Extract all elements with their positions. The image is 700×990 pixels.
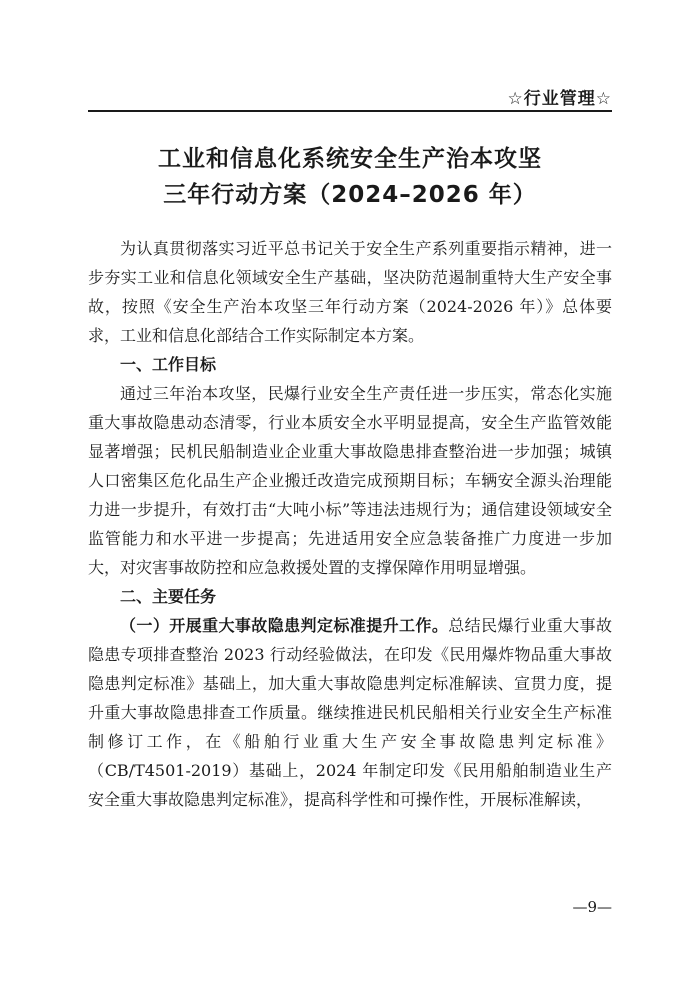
intro-paragraph: 为认真贯彻落实习近平总书记关于安全生产系列重要指示精神，进一步夯实工业和信息化领域安全生产基础，坚决防范遏制重特大生产安全事故，按照《安全生产治本攻坚三年行动方案（2024-2026 年）》总体要求，工业和信息化部结合工作实际制定本方案。	[88, 239, 612, 345]
task1-lead: （一）开展重大事故隐患判定标准提升工作。	[120, 616, 449, 635]
page-number: —9—	[572, 898, 612, 916]
task1-text: 总结民爆行业重大事故隐患专项排查整治 2023 行动经验做法，在印发《民用爆炸物品重大事故隐患判定标准》基础上，加大重大事故隐患判定标准解读、宣贯力度，提升重大事故隐患排查工作质量。继续推进民机民船相关行业安全生产标准制修订工作，在《船舶行业重大生产安全事故隐患判定标准》（CB/T4501-2019）基础上，2024 年制定印发《民用船舶制造业生产安全重大事故隐患判定标准》，提高科学性和可操作性，开展标准解读，	[88, 616, 612, 809]
document-title-line2: 三年行动方案（2024–2026 年）	[163, 182, 537, 208]
section-heading-tasks: 二、主要任务	[120, 587, 217, 606]
document-title-line1: 工业和信息化系统安全生产治本攻坚	[158, 146, 542, 172]
section-tag: ☆行业管理☆	[507, 89, 612, 109]
document-body	[88, 234, 612, 814]
goals-paragraph: 通过三年治本攻坚，民爆行业安全生产责任进一步压实，常态化实施重大事故隐患动态清零，行业本质安全水平明显提高，安全生产监管效能显著增强；民机民船制造业企业重大事故隐患排查整治进一步加强；城镇人口密集区危化品生产企业搬迁改造完成预期目标；车辆安全源头治理能力进一步提升，有效打击“大吨小标”等违法违规行为；通信建设领域安全监管能力和水平进一步提高；先进适用安全应急装备推广力度进一步加大，对灾害事故防控和应急救援处置的支撑保障作用明显增强。	[88, 384, 612, 577]
header-divider	[88, 110, 612, 112]
task1-paragraph	[88, 611, 612, 814]
section-heading-goals: 一、工作目标	[120, 355, 217, 374]
